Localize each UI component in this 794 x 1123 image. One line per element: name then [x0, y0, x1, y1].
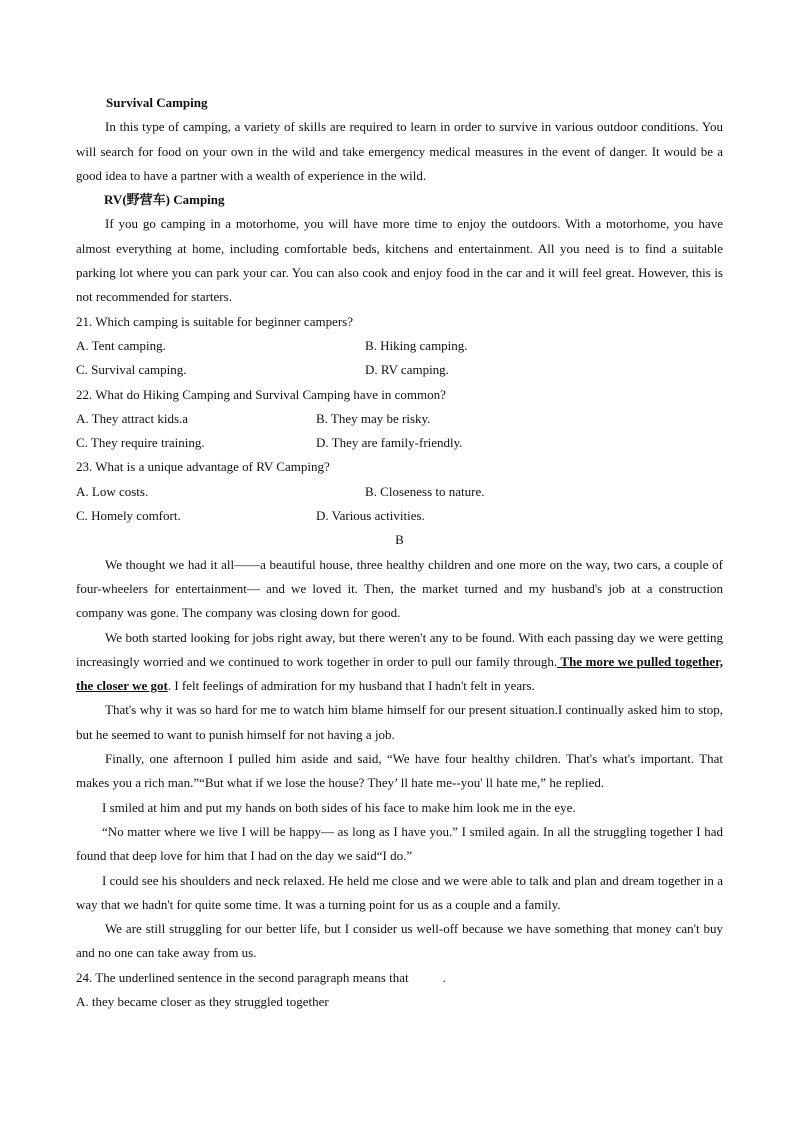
q22-option-c: C. They require training.: [76, 435, 205, 451]
q23-option-d: D. Various activities.: [316, 508, 425, 524]
question-22-options-row-2: [76, 431, 723, 455]
paragraph-2-end: . I felt feelings of admiration for my husband that I hadn't felt in years.: [167, 678, 535, 694]
passage-b-paragraph-5: I smiled at him and put my hands on both sides of his face to make him look me in the eye.: [102, 799, 576, 815]
q23-option-a: A. Low costs.: [76, 483, 149, 499]
passage-b-paragraph-3: That's why it was so hard for me to watch him blame himself for our present situation.I continually asked him to stop, but he seemed to want to punish himself for not having a job.: [76, 702, 723, 742]
q22-option-d: D. They are family-friendly.: [316, 435, 463, 451]
passage-b-paragraph-8: We are still struggling for our better life, but I consider us well-off because we have something that money can't buy and no one can take away from us.: [76, 921, 723, 961]
q22-option-b: B. They may be risky.: [316, 410, 431, 426]
passage-b-paragraph-6: “No matter where we live I will be happy— as long as I have you.” I smiled again. In all the struggling together I had found that deep love for him that I had on the day we said“I do.”: [76, 823, 723, 864]
rv-camping-heading: RV(野营车) Camping: [104, 192, 225, 208]
passage-b-paragraph-1: We thought we had it all——a beautiful house, three healthy children and one more on the way, two cars, a couple of four-wheelers for entertainment— and we loved it. Then, the market turned and my husband's job at a construction company was gone. The company was closing down for good.: [76, 556, 723, 621]
section-b-label: B: [395, 532, 404, 548]
question-23-stem: 23. What is a unique advantage of RV Camping?: [76, 459, 330, 475]
survival-camping-text: In this type of camping, a variety of skills are required to learn in order to survive in various outdoor conditions. You will search for food on your own in the wild and take emergency medical measures in the event of danger. It would be a good idea to have a partner with a wealth of experience in the wild.: [76, 119, 723, 183]
underlined-sentence: The more we pulled together, the closer we got: [76, 653, 724, 694]
q21-option-b: B. Hiking camping.: [365, 337, 468, 353]
survival-camping-heading: Survival Camping: [106, 95, 208, 110]
paragraph-2-start: We both started looking for jobs right away, but there weren't any to be found. With each passing day we were getting increasingly worried and we continued to work together in order to pull our family through.: [76, 629, 723, 669]
question-21-stem: 21. Which camping is suitable for beginner campers?: [76, 313, 354, 329]
q21-option-d: D. RV camping.: [365, 362, 449, 378]
q22-option-a: A. They attract kids.a: [76, 410, 189, 426]
q21-option-a: A. Tent camping.: [76, 337, 166, 353]
q21-option-c: C. Survival camping.: [76, 362, 187, 378]
q24-option-a: A. they became closer as they struggled together: [76, 993, 329, 1009]
q23-option-c: C. Homely comfort.: [76, 508, 181, 524]
q23-option-b: B. Closeness to nature.: [365, 483, 485, 499]
question-21-options-row-2: [76, 358, 723, 382]
question-23-options-row-1: [76, 480, 723, 504]
document-page: [76, 91, 723, 1014]
question-22-options-row-1: [76, 407, 723, 431]
passage-b-paragraph-7: I could see his shoulders and neck relaxed. He held me close and we were able to talk and plan and dream together in a way that we hadn't for quite some time. It was a turning point for us as a couple and a family.: [76, 872, 723, 912]
rv-camping-text: If you go camping in a motorhome, you will have more time to enjoy the outdoors. With a motorhome, you have almost everything at home, including comfortable beds, kitchens and entertainment. All you need is to find a suitable parking lot where you can park your car. You can also cook and enjoy food in the car and it will feel great. However, this is not recommended for starters.: [76, 216, 723, 305]
passage-b-paragraph-4: Finally, one afternoon I pulled him aside and said, “We have four healthy children. That's what's important. That makes you a rich man.”“But what if we lose the house? They’ ll hate me--you' ll hate me,” he replied.: [76, 751, 723, 791]
question-21-options-row-1: [76, 334, 723, 358]
question-23-options-row-2: [76, 504, 723, 528]
question-24-stem: [76, 966, 723, 990]
q24-stem-text: 24. The underlined sentence in the second paragraph means that: [76, 969, 409, 985]
q24-stem-end: .: [442, 969, 446, 985]
question-22-stem: 22. What do Hiking Camping and Survival Camping have in common?: [76, 386, 446, 402]
passage-b-paragraph-2: [76, 626, 723, 699]
